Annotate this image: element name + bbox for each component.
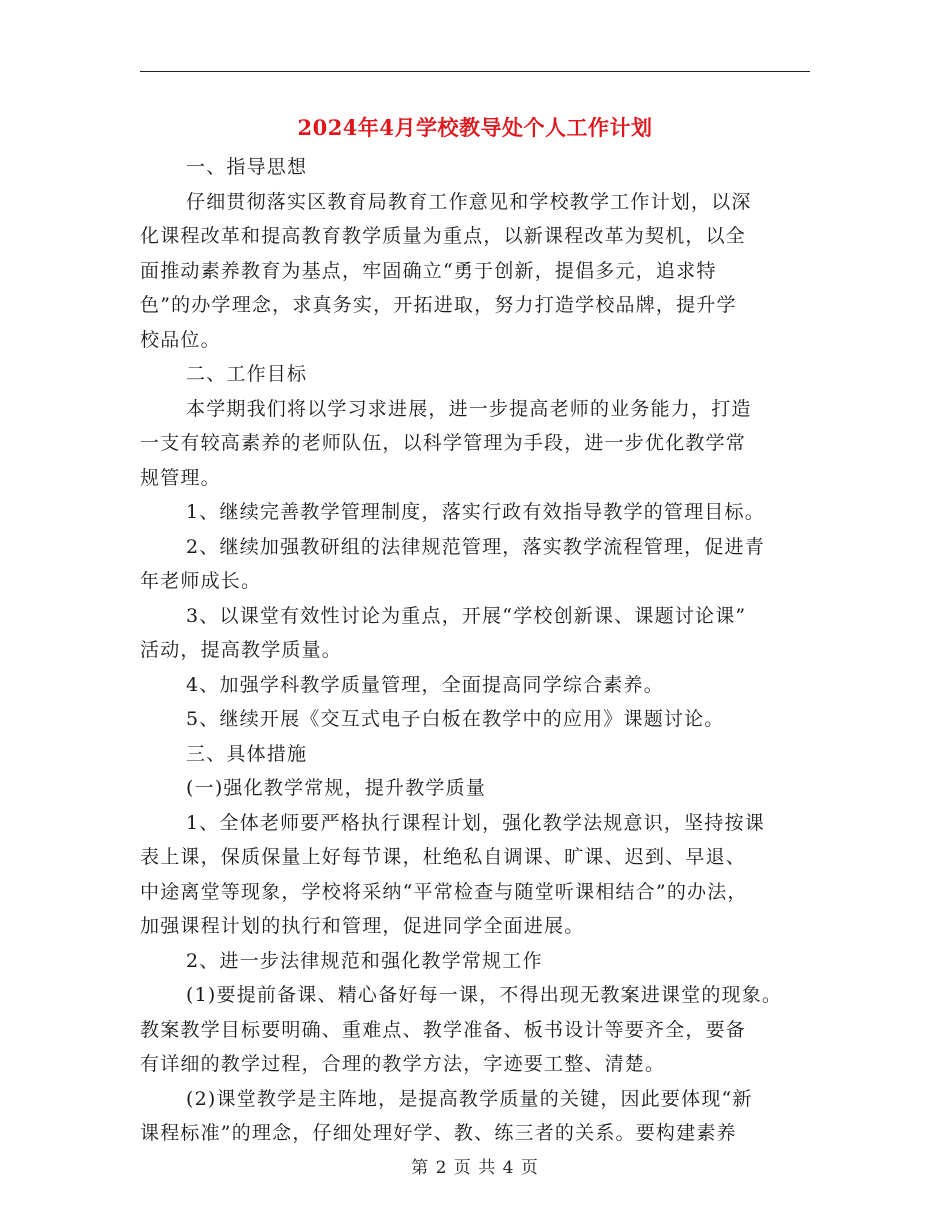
page-footer: 第 2 页 共 4 页 xyxy=(411,1158,539,1178)
text-line: 活动，提高教学质量。 xyxy=(140,639,343,661)
text-line: 加强课程计划的执行和管理，促进同学全面进展。 xyxy=(140,915,585,937)
text-line: 表上课，保质保量上好每节课，杜绝私自调课、旷课、迟到、早退、 xyxy=(140,846,747,868)
text-line: 中途离堂等现象，学校将采纳“平常检查与随堂听课相结合”的办法， xyxy=(140,880,748,903)
text-line: (一)强化教学常规，提升教学质量 xyxy=(186,777,487,799)
text-line: 一支有较高素养的老师队伍，以科学管理为手段，进一步优化教学常 xyxy=(140,432,747,454)
text-line: 课程标准”的理念，仔细处理好学、教、练三者的关系。要构建素养 xyxy=(140,1122,737,1144)
text-line: 教案教学目标要明确、重难点、教学准备、板书设计等要齐全，要备 xyxy=(140,1018,747,1041)
header-rule xyxy=(140,71,810,72)
text-line: 化课程改革和提高教育教学质量为重点，以新课程改革为契机，以全 xyxy=(140,225,747,247)
text-line: 一、指导思想 xyxy=(186,156,308,178)
text-line: 有详细的教学过程，合理的教学方法，字迹要工整、清楚。 xyxy=(140,1053,666,1075)
document-title: 2024年4月学校教导处个人工作计划 xyxy=(297,115,653,140)
text-line: 校品位。 xyxy=(140,328,221,351)
text-line: 年老师成长。 xyxy=(140,570,262,592)
text-line: (1)要提前备课、精心备好每一课，不得出现无教案进课堂的现象。 xyxy=(186,984,783,1006)
text-line: 色”的办学理念，求真务实，开拓进取，努力打造学校品牌，提升学 xyxy=(140,294,737,316)
document-body xyxy=(140,150,810,1151)
text-line: 1、全体老师要严格执行课程计划，强化教学法规意识，坚持按课 xyxy=(186,811,765,834)
text-line: 仔细贯彻落实区教育局教育工作意见和学校教学工作计划，以深 xyxy=(186,190,752,213)
text-line: 规管理。 xyxy=(140,466,221,489)
text-line: (2)课堂教学是主阵地，是提高教学质量的关键，因此要体现“新 xyxy=(186,1087,753,1110)
text-line: 1、继续完善教学管理制度，落实行政有效指导教学的管理目标。 xyxy=(186,501,765,523)
text-line: 二、工作目标 xyxy=(186,363,308,385)
text-line: 本学期我们将以学习求进展，进一步提高老师的业务能力，打造 xyxy=(186,397,752,420)
text-line: 5、继续开展《交互式电子白板在教学中的应用》课题讨论。 xyxy=(186,708,725,730)
text-line: 2、继续加强教研组的法律规范管理，落实教学流程管理，促进青 xyxy=(186,535,765,558)
text-line: 面推动素养教育为基点，牢固确立“勇于创新，提倡多元，追求特 xyxy=(140,259,717,282)
text-line: 3、以课堂有效性讨论为重点，开展“学校创新课、课题讨论课” xyxy=(186,604,747,627)
text-line: 2、进一步法律规范和强化教学常规工作 xyxy=(186,949,543,972)
text-line: 三、具体措施 xyxy=(186,742,308,765)
text-line: 4、加强学科教学质量管理，全面提高同学综合素养。 xyxy=(186,673,664,696)
